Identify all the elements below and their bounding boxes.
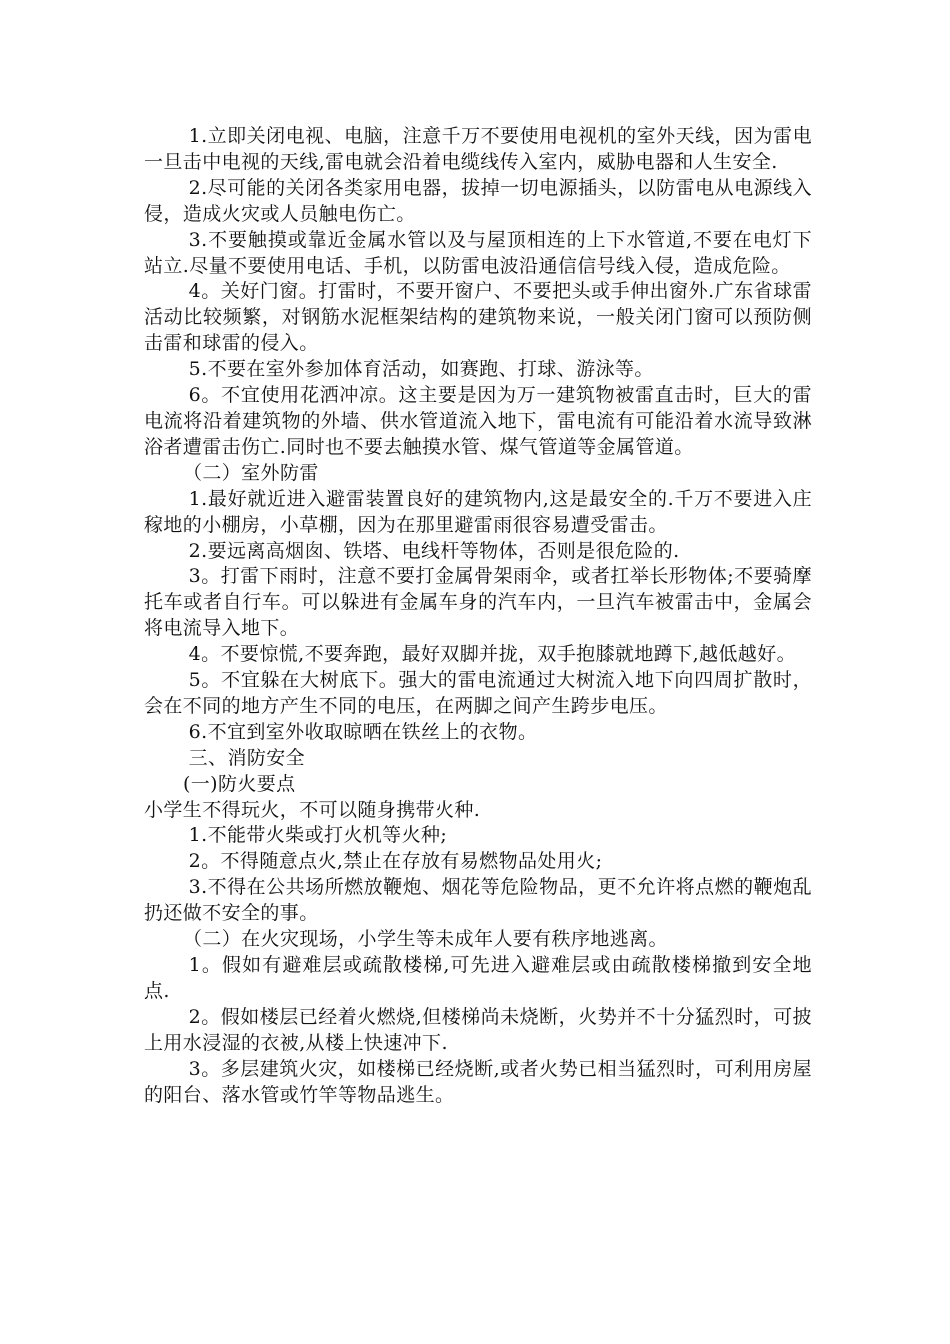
document-body (144, 124, 812, 1108)
paragraph-p21: 1。假如有避难层或疏散楼梯,可先进入避难层或由疏散楼梯撤到安全地点. (144, 954, 812, 1002)
paragraph-p2: 2.尽可能的关闭各类家用电器，拔掉一切电源插头，以防雷电从电源线入侵，造成火灾或人员触电伤亡。 (144, 176, 812, 225)
paragraph-p5: 5.不要在室外参加体育活动，如赛跑、打球、游泳等。 (188, 358, 654, 381)
paragraph-p7: （二）室外防雷 (182, 461, 319, 484)
paragraph-p23: 3。多层建筑火灾，如楼梯已经烧断,或者火势已相当猛烈时，可利用房屋的阳台、落水管或竹竿等物品逃生。 (144, 1057, 812, 1106)
paragraph-p4: 4。关好门窗。打雷时，不要开窗户、不要把头或手伸出窗外.广东省球雷活动比较频繁，对钢筋水泥框架结构的建筑物来说，一般关闭门窗可以预防侧击雷和球雷的侵入。 (144, 280, 812, 355)
paragraph-p9: 2.要远离高烟囱、铁塔、电线杆等物体，否则是很危险的. (188, 539, 680, 562)
paragraph-p10: 3。打雷下雨时，注意不要打金属骨架雨伞，或者扛举长形物体;不要骑摩托车或者自行车。可以躲进有金属车身的汽车内，一旦汽车被雷击中，金属会将电流导入地下。 (144, 565, 812, 640)
paragraph-p14: 三、消防安全 (188, 746, 306, 769)
paragraph-p8: 1.最好就近进入避雷装置良好的建筑物内,这是最安全的.千万不要进入庄稼地的小棚房，小草棚，因为在那里避雷雨很容易遭受雷击。 (144, 487, 812, 536)
paragraph-p15: (一)防火要点 (182, 772, 296, 795)
paragraph-p12: 5。不宜躲在大树底下。强大的雷电流通过大树流入地下向四周扩散时，会在不同的地方产生不同的电压，在两脚之间产生跨步电压。 (144, 669, 812, 717)
paragraph-p3: 3.不要触摸或靠近金属水管以及与屋顶相连的上下水管道,不要在电灯下站立.尽量不要使用电话、手机，以防雷电波沿通信信号线入侵，造成危险。 (144, 228, 812, 277)
paragraph-p17: 1.不能带火柴或打火机等火种; (188, 824, 448, 847)
paragraph-p16: 小学生不得玩火，不可以随身携带火种. (144, 798, 481, 821)
paragraph-p18: 2。不得随意点火,禁止在存放有易燃物品处用火; (188, 850, 603, 873)
paragraph-p11: 4。不要惊慌,不要奔跑，最好双脚并拢，双手抱膝就地蹲下,越低越好。 (188, 643, 797, 666)
paragraph-p6: 6。不宜使用花洒冲凉。这主要是因为万一建筑物被雷直击时，巨大的雷电流将沿着建筑物的外墙、供水管道流入地下，雷电流有可能沿着水流导致淋浴者遭雷击伤亡.同时也不要去触摸水管、煤气管道等金属管道。 (144, 384, 812, 458)
paragraph-p20: （二）在火灾现场，小学生等未成年人要有秩序地逃离。 (182, 928, 668, 951)
paragraph-p13: 6.不宜到室外收取晾晒在铁丝上的衣物。 (188, 720, 538, 743)
paragraph-p22: 2。假如楼层已经着火燃烧,但楼梯尚未烧断，火势并不十分猛烈时，可披上用水浸湿的衣被,从楼上快速冲下. (144, 1005, 812, 1054)
paragraph-p19: 3.不得在公共场所燃放鞭炮、烟花等危险物品，更不允许将点燃的鞭炮乱扔还做不安全的事。 (144, 876, 812, 925)
paragraph-p1: 1.立即关闭电视、电脑，注意千万不要使用电视机的室外天线，因为雷电一旦击中电视的天线,雷电就会沿着电缆线传入室内，威胁电器和人生安全. (144, 125, 812, 173)
